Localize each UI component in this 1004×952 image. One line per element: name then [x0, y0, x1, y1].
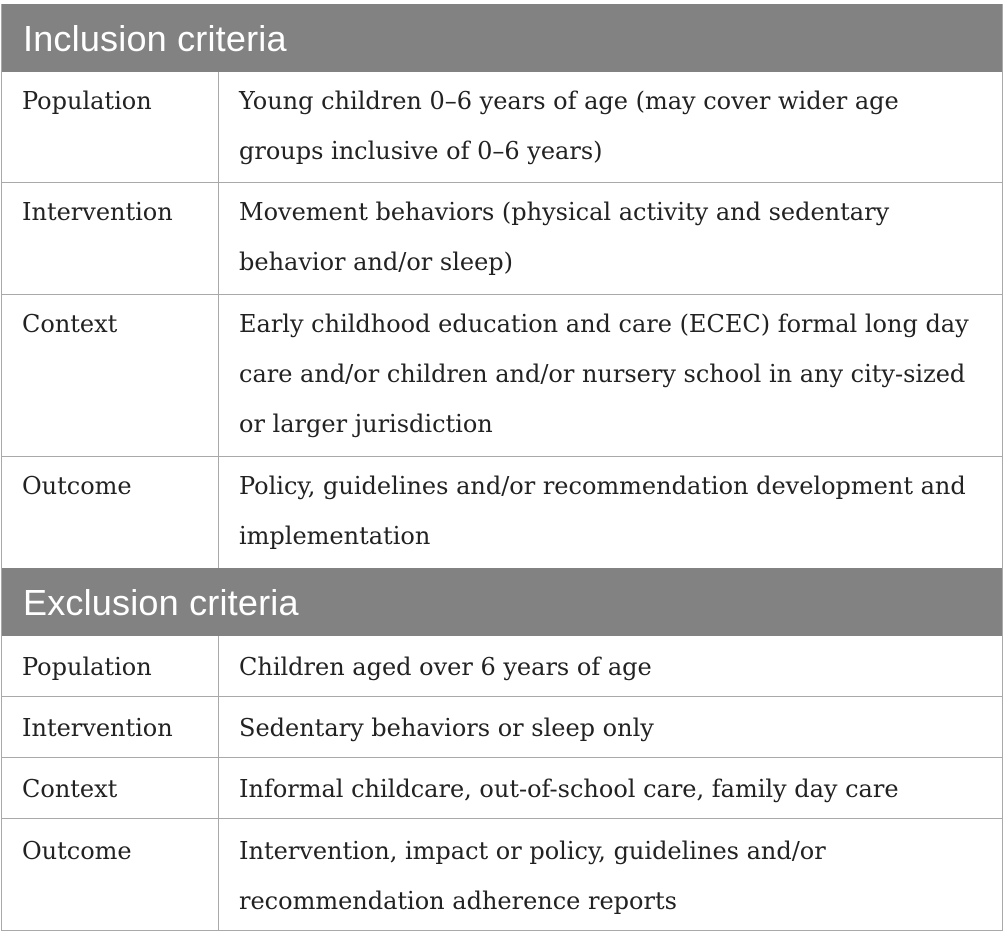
row-value: Early childhood education and care (ECEC) formal long day care and/or children and/or nursery school in any city-sized or larger jurisdiction: [239, 310, 969, 438]
table-row: [2, 72, 1002, 183]
criteria-table: [1, 4, 1003, 931]
row-value: Intervention, impact or policy, guidelines and/or recommendation adherence reports: [239, 837, 826, 915]
row-label: Intervention: [2, 697, 219, 757]
inclusion-section: [2, 4, 1002, 568]
exclusion-header: Exclusion criteria: [2, 568, 1002, 636]
row-value: Informal childcare, out-of-school care, family day care: [239, 775, 899, 803]
row-value: Policy, guidelines and/or recommendation development and implementation: [239, 472, 966, 550]
row-label: Outcome: [2, 457, 219, 568]
table-row: [2, 819, 1002, 931]
row-value: Movement behaviors (physical activity and sedentary behavior and/or sleep): [239, 198, 890, 276]
row-label: Population: [2, 636, 219, 696]
row-label: Outcome: [2, 819, 219, 930]
row-label: Context: [2, 295, 219, 456]
row-value: Sedentary behaviors or sleep only: [239, 714, 654, 742]
row-label: Intervention: [2, 183, 219, 294]
exclusion-section: [2, 568, 1002, 931]
table-row: [2, 636, 1002, 697]
table-row: [2, 758, 1002, 819]
table-row: [2, 457, 1002, 568]
row-label: Context: [2, 758, 219, 818]
row-value: Children aged over 6 years of age: [239, 653, 652, 681]
table-row: [2, 697, 1002, 758]
inclusion-header: Inclusion criteria: [2, 4, 1002, 72]
table-row: [2, 295, 1002, 457]
row-value: Young children 0–6 years of age (may cover wider age groups inclusive of 0–6 years): [239, 87, 899, 165]
row-label: Population: [2, 72, 219, 182]
table-row: [2, 183, 1002, 295]
